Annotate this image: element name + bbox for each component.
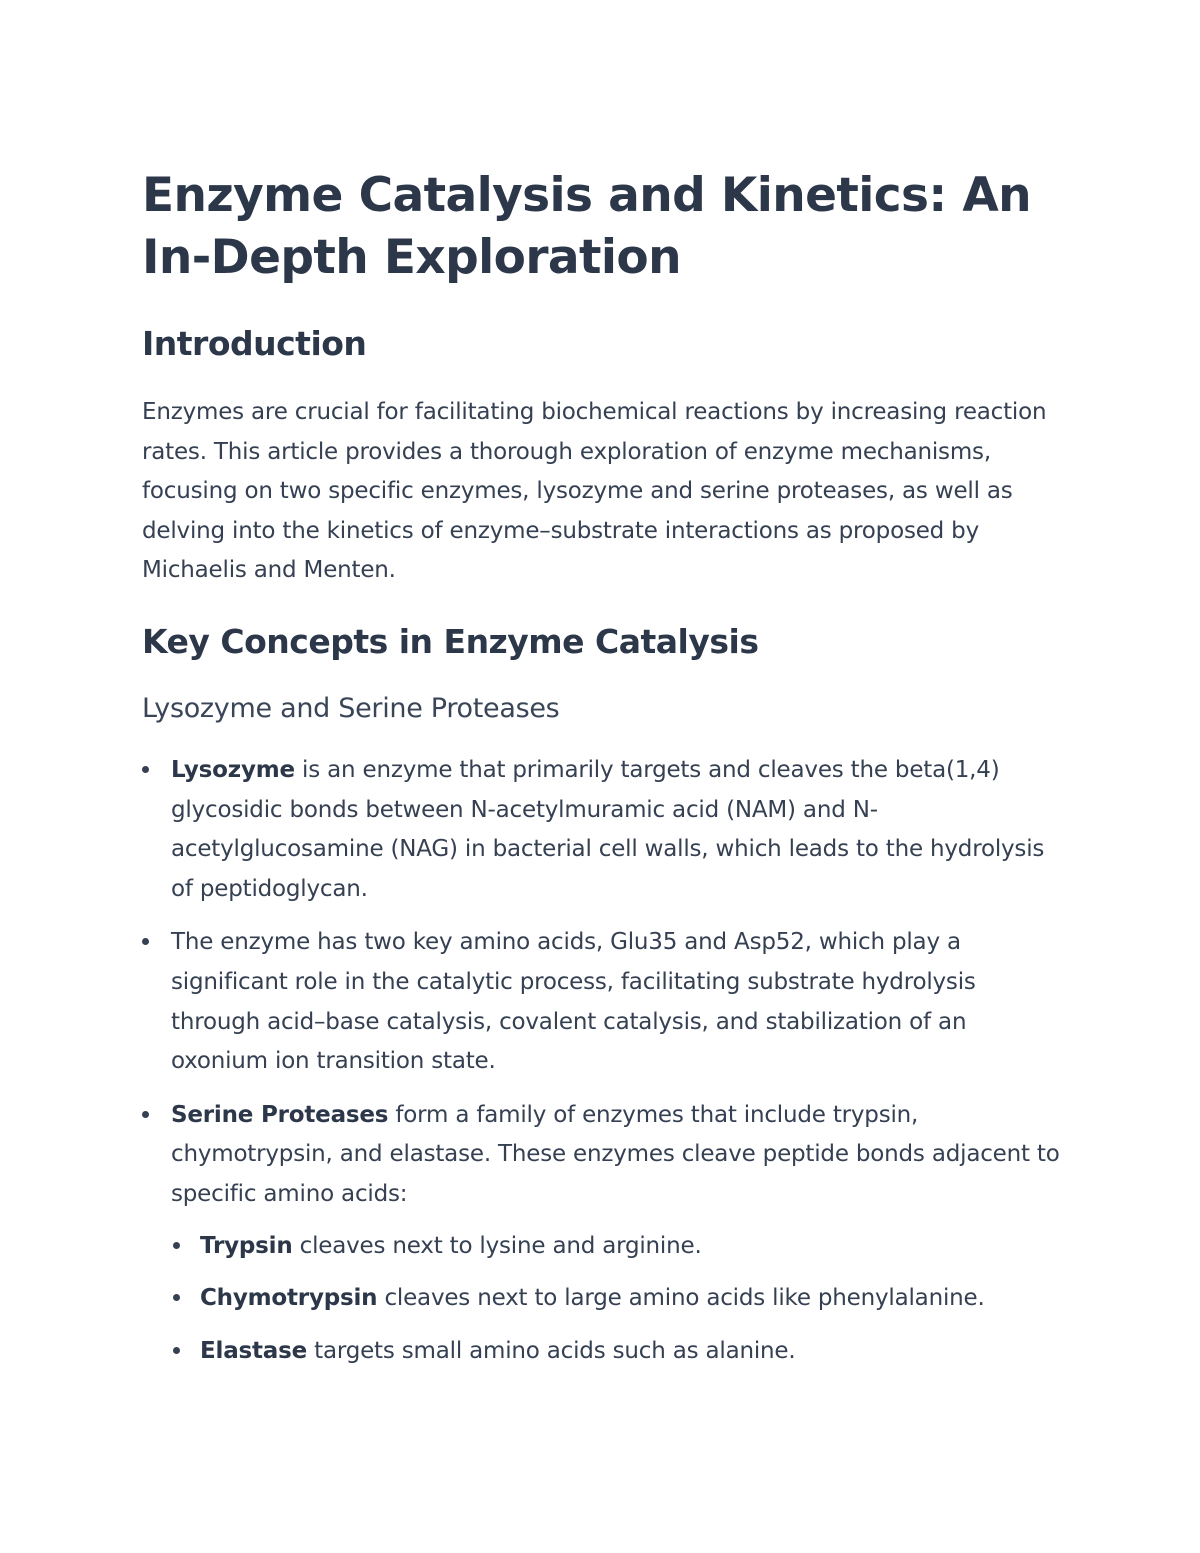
bullet-icon — [142, 1111, 149, 1118]
sublist-item-trypsin — [171, 1227, 1062, 1267]
sublist-item-chymotrypsin — [171, 1279, 1062, 1319]
list-item-text: form a family of enzymes that include trypsin, chymotrypsin, and elastase. These enzymes cleave peptide bonds adjacent to specific amino acids: — [171, 1101, 1060, 1207]
key-concepts-list — [142, 751, 1062, 1371]
sublist-item-text: targets small amino acids such as alanine. — [307, 1337, 796, 1364]
bullet-icon — [142, 766, 149, 773]
term-lysozyme: Lysozyme — [171, 756, 295, 783]
introduction-paragraph: Enzymes are crucial for facilitating biochemical reactions by increasing reaction rates. This article provides a thorough exploration of enzyme mechanisms, focusing on two specific enzymes, lysozyme and serine proteases, as well as delving into the kinetics of enzyme–substrate interactions as proposed by Michaelis and Menten. — [142, 399, 1047, 584]
bullet-icon — [173, 1242, 180, 1249]
introduction-heading: Introduction — [142, 324, 367, 363]
bullet-icon — [142, 938, 149, 945]
bullet-icon — [173, 1347, 180, 1354]
document-page — [142, 165, 1062, 1385]
serine-proteases-sublist — [171, 1227, 1062, 1372]
document-title: Enzyme Catalysis and Kinetics: An In-Depth Exploration — [142, 168, 1031, 285]
term-chymotrypsin: Chymotrypsin — [200, 1285, 378, 1312]
list-item-text: The enzyme has two key amino acids, Glu35 and Asp52, which play a significant role in the catalytic process, facilitating substrate hydrolysis through acid–base catalysis, covalent catalysis, and stabilization of an oxonium ion transition state. — [171, 929, 976, 1075]
list-item-amino-acids — [142, 923, 1062, 1081]
term-elastase: Elastase — [200, 1337, 308, 1364]
sublist-item-text: cleaves next to large amino acids like phenylalanine. — [377, 1285, 985, 1312]
term-serine-proteases: Serine Proteases — [171, 1101, 389, 1128]
lysozyme-serine-proteases-subheading: Lysozyme and Serine Proteases — [142, 692, 560, 724]
list-item-serine-proteases — [142, 1096, 1062, 1372]
term-trypsin: Trypsin — [200, 1232, 293, 1259]
sublist-item-elastase — [171, 1332, 1062, 1372]
list-item-lysozyme — [142, 751, 1062, 909]
list-item-text: is an enzyme that primarily targets and cleaves the beta(1,4) glycosidic bonds between N-acetylmuramic acid (NAM) and N-acetylglucosamine (NAG) in bacterial cell walls, which leads to the hydrolysis of peptidoglycan. — [171, 756, 1045, 902]
bullet-icon — [173, 1294, 180, 1301]
key-concepts-heading: Key Concepts in Enzyme Catalysis — [142, 621, 759, 661]
sublist-item-text: cleaves next to lysine and arginine. — [292, 1232, 702, 1259]
